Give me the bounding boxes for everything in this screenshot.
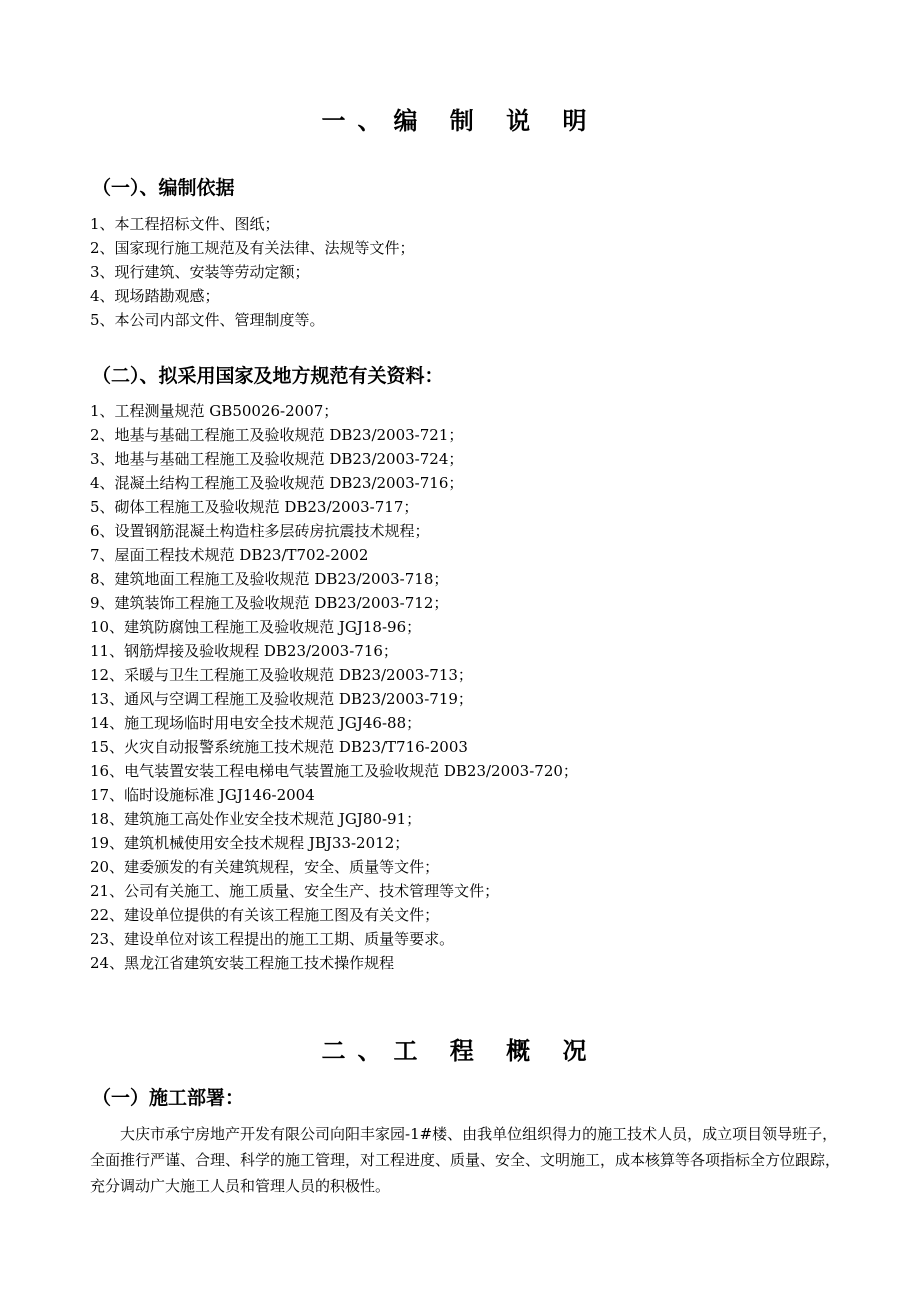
section-2-title: 二、工 程 概 况	[321, 1037, 599, 1065]
list-item: 22、建设单位提供的有关该工程施工图及有关文件；	[90, 906, 440, 924]
list-item: 16、电气装置安装工程电梯电气装置施工及验收规范 DB23/2003-720；	[90, 762, 578, 780]
list-item: 3、地基与基础工程施工及验收规范 DB23/2003-724；	[90, 450, 464, 468]
section-1-1-heading: （一）、编制依据	[92, 177, 235, 199]
list-item: 5、砌体工程施工及验收规范 DB23/2003-717；	[90, 498, 419, 516]
list-item: 15、火灾自动报警系统施工技术规范 DB23/T716-2003	[90, 738, 468, 756]
list-item: 21、公司有关施工、施工质量、安全生产、技术管理等文件；	[90, 882, 500, 900]
standards-list	[90, 399, 578, 975]
list-item: 17、临时设施标准 JGJ146-2004	[90, 786, 315, 804]
list-item: 6、设置钢筋混凝土构造柱多层砖房抗震技术规程；	[90, 522, 430, 540]
list-item: 24、黑龙江省建筑安装工程施工技术操作规程	[90, 954, 395, 972]
section-2-1-heading: （一）施工部署：	[92, 1087, 245, 1109]
list-item: 3、现行建筑、安装等劳动定额；	[90, 263, 310, 281]
list-item: 19、建筑机械使用安全技术规程 JBJ33-2012；	[90, 834, 410, 852]
list-item: 5、本公司内部文件、管理制度等。	[90, 311, 325, 329]
list-item: 23、建设单位对该工程提出的施工工期、质量等要求。	[90, 930, 455, 948]
basis-list	[90, 212, 415, 332]
list-item: 9、建筑装饰工程施工及验收规范 DB23/2003-712；	[90, 594, 449, 612]
list-item: 18、建筑施工高处作业安全技术规范 JGJ80-91；	[90, 810, 422, 828]
list-item: 11、钢筋焊接及验收规程 DB23/2003-716；	[90, 642, 398, 660]
deployment-paragraph: 大庆市承宁房地产开发有限公司向阳丰家园-1#楼、由我单位组织得力的施工技术人员，成立项目领导班子，全面推行严谨、合理、科学的施工管理，对工程进度、质量、安全、文明施工，成本核算等各项指标全方位跟踪，充分调动广大施工人员和管理人员的积极性。	[90, 1125, 841, 1195]
list-item: 4、混凝土结构工程施工及验收规范 DB23/2003-716；	[90, 474, 464, 492]
list-item: 1、工程测量规范 GB50026-2007；	[90, 402, 339, 420]
list-item: 2、地基与基础工程施工及验收规范 DB23/2003-721；	[90, 426, 464, 444]
list-item: 8、建筑地面工程施工及验收规范 DB23/2003-718；	[90, 570, 449, 588]
list-item: 1、本工程招标文件、图纸；	[90, 215, 280, 233]
list-item: 14、施工现场临时用电安全技术规范 JGJ46-88；	[90, 714, 422, 732]
section-1-title: 一、编 制 说 明	[321, 107, 599, 135]
list-item: 20、建委颁发的有关建筑规程，安全、质量等文件；	[90, 858, 440, 876]
list-item: 7、屋面工程技术规范 DB23/T702-2002	[90, 546, 369, 564]
section-1-2-heading: （二）、拟采用国家及地方规范有关资料：	[92, 365, 444, 387]
list-item: 10、建筑防腐蚀工程施工及验收规范 JGJ18-96；	[90, 618, 422, 636]
list-item: 4、现场踏勘观感；	[90, 287, 220, 305]
list-item: 13、通风与空调工程施工及验收规范 DB23/2003-719；	[90, 690, 473, 708]
list-item: 2、国家现行施工规范及有关法律、法规等文件；	[90, 239, 415, 257]
list-item: 12、采暖与卫生工程施工及验收规范 DB23/2003-713；	[90, 666, 473, 684]
